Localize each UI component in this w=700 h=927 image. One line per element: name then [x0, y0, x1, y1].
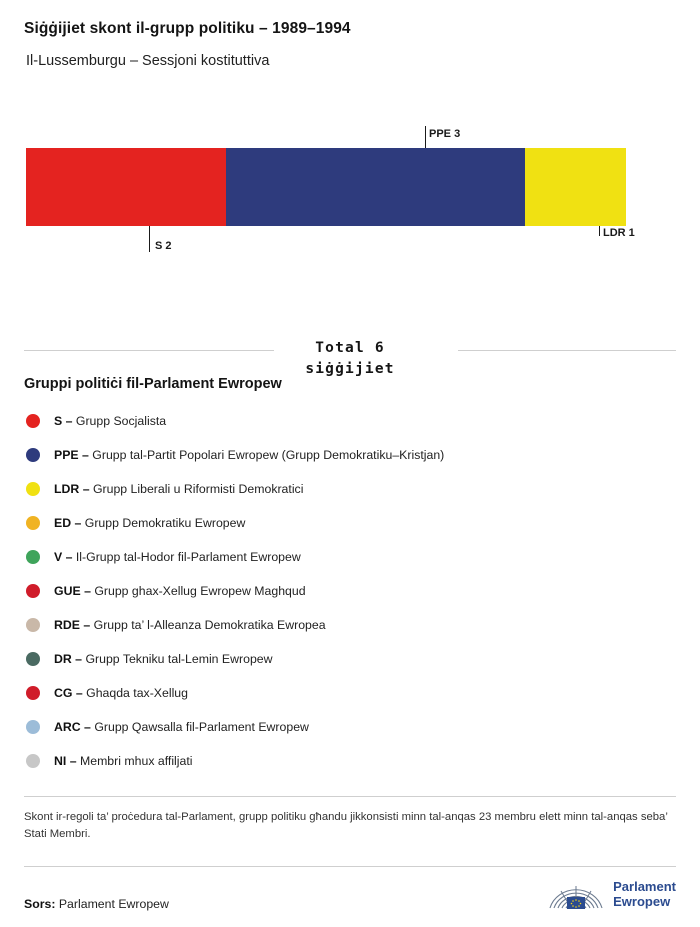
legend-name-s: Grupp Socjalista — [75, 413, 167, 428]
brand-logo — [547, 877, 676, 913]
legend-swatch-cg-icon — [26, 686, 40, 700]
page-subtitle: Il-Lussemburgu – Sessjoni kostituttiva — [26, 52, 270, 69]
bar-top-annotations — [24, 126, 676, 148]
total-unit: siġġijiet — [305, 361, 395, 377]
bar-segment-s — [26, 148, 226, 226]
legend-code-ppe: PPE – — [54, 447, 89, 462]
legend-swatch-gue-icon — [26, 584, 40, 598]
legend-name-arc: Grupp Qawsalla fil-Parlament Ewropew — [94, 719, 309, 734]
list-item — [24, 404, 676, 438]
list-item — [24, 506, 676, 540]
legend-name-cg: Ghaqda tax-Xellug — [86, 685, 188, 700]
legend-code-ni: NI – — [54, 753, 77, 768]
legend-swatch-ed-icon — [26, 516, 40, 530]
legend-code-ldr: LDR – — [54, 481, 90, 496]
brand-line-1: Parlament — [613, 879, 676, 895]
legend-swatch-ldr-icon — [26, 482, 40, 496]
source-value: Parlament Ewropew — [58, 896, 169, 911]
legend-name-ldr: Grupp Liberali u Riformisti Demokratici — [92, 481, 304, 496]
legend-code-v: V – — [54, 549, 73, 564]
list-item — [24, 744, 676, 778]
bar-segment-ldr — [525, 148, 626, 226]
bar-segment-ppe — [226, 148, 525, 226]
brand-line-2: Ewropew — [613, 893, 671, 909]
source-label: Sors: — [24, 896, 56, 911]
list-item — [24, 438, 676, 472]
legend-code-s: S – — [54, 413, 73, 428]
legend-swatch-rde-icon — [26, 618, 40, 632]
bar-bottom-annotations — [24, 226, 676, 256]
list-item — [24, 608, 676, 642]
seats-bar-chart — [24, 126, 676, 306]
source-text — [24, 897, 169, 911]
footnote-text: Skont ir-regoli ta’ proċedura tal-Parlament, grupp politiku għandu jikkonsisti minn tal-anqas 23 membru elett minn tal-anqas seba’ Stati Membri. — [24, 810, 668, 841]
annotation-ppe: PPE 3 — [429, 127, 461, 140]
list-item — [24, 676, 676, 710]
list-item — [24, 540, 676, 574]
list-item — [24, 642, 676, 676]
legend-list — [24, 404, 676, 778]
total-count: Total 6 — [315, 339, 385, 356]
hemicycle-icon — [547, 877, 605, 913]
legend-name-ppe: Grupp tal-Partit Popolari Ewropew (Grupp Demokratiku–Kristjan) — [92, 447, 445, 462]
total-seats — [24, 332, 676, 377]
total-text — [24, 338, 676, 380]
page-title: Siġġijiet skont il-grupp politiku – 1989–1994 — [24, 20, 351, 37]
legend-name-gue: Grupp ghax-Xellug Ewropew Maghqud — [94, 583, 306, 598]
legend-code-gue: GUE – — [54, 583, 91, 598]
annotation-s-leader — [149, 226, 150, 252]
legend-name-ni: Membri mhux affiljati — [79, 753, 193, 768]
legend-code-ed: ED – — [54, 515, 82, 530]
annotation-ppe-leader — [425, 126, 426, 148]
stacked-bar — [26, 148, 626, 226]
annotation-ldr: LDR 1 — [603, 226, 635, 239]
brand-text — [613, 880, 676, 910]
list-item — [24, 472, 676, 506]
legend-swatch-dr-icon — [26, 652, 40, 666]
legend-swatch-arc-icon — [26, 720, 40, 734]
legend-swatch-ppe-icon — [26, 448, 40, 462]
legend-code-cg: CG – — [54, 685, 83, 700]
list-item — [24, 710, 676, 744]
legend-swatch-s-icon — [26, 414, 40, 428]
legend-title: Gruppi politiċi fil-Parlament Ewropew — [24, 375, 282, 392]
legend-code-dr: DR – — [54, 651, 83, 666]
legend-code-rde: RDE – — [54, 617, 91, 632]
legend-name-dr: Grupp Tekniku tal-Lemin Ewropew — [85, 651, 273, 666]
legend-swatch-v-icon — [26, 550, 40, 564]
annotation-ldr-leader — [599, 226, 600, 236]
legend-swatch-ni-icon — [26, 754, 40, 768]
legend-name-v: Il-Grupp tal-Hodor fil-Parlament Ewropew — [75, 549, 301, 564]
annotation-s: S 2 — [155, 239, 172, 252]
footnote-divider — [24, 796, 676, 797]
source-row — [24, 867, 676, 927]
legend-name-ed: Grupp Demokratiku Ewropew — [84, 515, 246, 530]
legend-name-rde: Grupp ta’ l-Alleanza Demokratika Ewropea — [93, 617, 326, 632]
legend-code-arc: ARC – — [54, 719, 91, 734]
list-item — [24, 574, 676, 608]
